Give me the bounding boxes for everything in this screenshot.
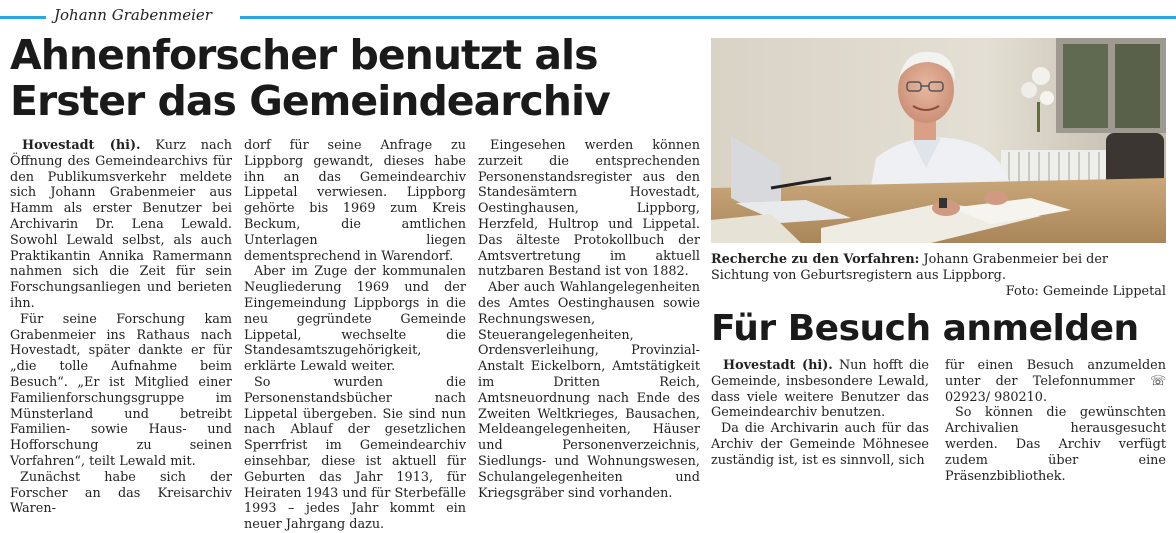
caption-text: Johann Grabenmeier bei der Sichtung von Geburtsregistern aus Lippborg.	[711, 252, 1109, 283]
dateline: Hovestadt (hi).	[723, 358, 833, 373]
byline-rule-left	[0, 16, 46, 19]
paragraph: für einen Besuch anzumelden unter der Telefonnummer ☏ 02923/ 980210.	[945, 358, 1166, 405]
dateline: Hovestadt (hi).	[22, 138, 141, 153]
paragraph: Hovestadt (hi). Nun hofft die Gemeinde, insbesondere Lewald, dass viele weitere Benutzer das Gemeindearchiv benutzen.	[711, 358, 930, 421]
article2-column-1	[711, 358, 929, 469]
article2-column-2	[945, 358, 1166, 484]
paragraph: So wurden die Personenstandsbücher nach Lippetal übergeben. Sie sind nun nach Ablauf der gesetzlichen Sperrfrist im Gemeindearchiv einsehbar, diese ist aktuell für Geburten das Jahr 1913, für Heiraten 1943 und für Sterbefälle 1993 – jedes Jahr kommt ein neuer Jahrgang dazu.	[244, 374, 466, 533]
byline-author: Johann Grabenmeier	[54, 6, 212, 24]
secondary-headline: Für Besuch anmelden	[711, 308, 1139, 349]
paragraph: Hovestadt (hi). Kurz nach Öffnung des Gemeindearchivs für den Publikumsverkehr meldete sich Johann Grabenmeier aus Hamm als erster Benutzer bei Archivarin Dr. Lena Lewald. Sowohl Lewald selbst, als auch Praktikantin Annika Ramermann nahmen sich die Zeit für sein Forschungsanliegen und berieten ihn.	[10, 138, 233, 311]
article-column-2	[244, 138, 466, 533]
photo-credit: Foto: Gemeinde Lippetal	[1005, 284, 1166, 299]
caption-lead: Recherche zu den Vorfahren:	[711, 252, 920, 267]
article-photo	[711, 38, 1166, 243]
paragraph: So können die gewünschten Archivalien herausgesucht werden. Das Archiv verfügt zudem über eine Präsenzbibliothek.	[945, 405, 1166, 484]
paragraph: Für seine Forschung kam Grabenmeier ins Rathaus nach Hovestadt, später dankte er für „die tolle Aufnahme beim Besuch“. „Er ist Mitglied einer Familienforschungsgruppe im Münsterland und betreibt Familien- sowie Haus- und Hofforschung zu seinen Vorfahren“, teilt Lewald mit.	[10, 311, 232, 469]
paragraph: Aber im Zuge der kommunalen Neugliederung 1969 und der Eingemeindung Lippborgs in die neu gegründete Gemeinde Lippetal, wechselte die Standesamtszugehörigkeit, erklärte Lewald weiter.	[244, 264, 466, 375]
photo-illustration	[711, 38, 1166, 243]
byline-bar	[0, 6, 1176, 26]
article-headline: Ahnenforscher benutzt als Erster das Gemeindearchiv	[10, 31, 610, 125]
article-column-3	[478, 138, 700, 501]
paragraph: Da die Archivarin auch für das Archiv der Gemeinde Möhnesee zuständig ist, ist es sinnvoll, sich	[711, 421, 929, 468]
article-column-1	[10, 138, 232, 517]
paragraph: Aber auch Wahlangelegenheiten des Amtes Oestinghausen sowie Rechnungswesen, Steuerangelegenheiten, Ordensverleihung, Provinzial-Anstalt Eickelborn, Amtstätigkeit im Dritten Reich, Amtsneuordnung nach Ende des Zweiten Weltkrieges, Bausachen, Meldeangelegenheiten, Häuser und Personenverzeichnis, Siedlungs- und Wohnungswesen, Schulangelegenheiten und Kriegsgräber sind vorhanden.	[478, 280, 700, 501]
byline-rule-right	[240, 16, 1176, 19]
paragraph: dorf für seine Anfrage zu Lippborg gewandt, dieses habe ihn an das Gemeindearchiv Lippetal verwiesen. Lippborg gehörte bis 1969 zum Kreis Beckum, die amtlichen Unterlagen liegen dementsprechend in Warendorf.	[244, 138, 466, 264]
paragraph: Eingesehen werden können zurzeit die entsprechenden Personenstandsregister aus den Standesämtern Hovestadt, Oestinghausen, Lippborg, Herzfeld, Hultrop und Lippetal. Das älteste Protokollbuch der Amtsvertretung im aktuell nutzbaren Bestand ist von 1882.	[478, 138, 700, 280]
photo-caption	[711, 252, 1166, 300]
paragraph: Zunächst habe sich der Forscher an das Kreisarchiv Waren-	[10, 469, 232, 517]
